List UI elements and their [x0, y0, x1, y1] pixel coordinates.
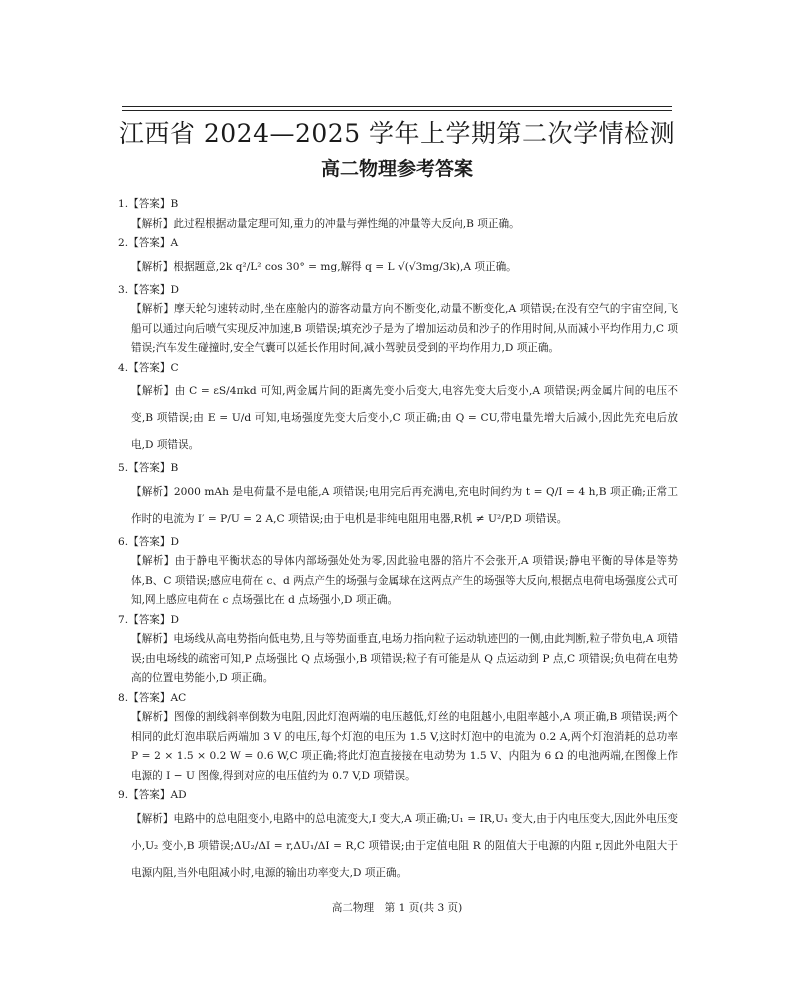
answer-line: 3.【答案】D: [118, 283, 179, 296]
explanation-text: 【解析】根据题意,2k q²/L² cos 30° = mg,解得 q = L √(√3mg/3k),A 项正确。: [131, 260, 517, 273]
answer-line: 9.【答案】AD: [118, 789, 187, 801]
question-item-7: [118, 611, 678, 689]
explanation-text: 【解析】此过程根据动量定理可知,重力的冲量与弹性绳的冲量等大反向,B 项正确。: [131, 217, 520, 230]
question-item-4: [118, 359, 678, 460]
question-item-9: [118, 786, 678, 887]
answer-line: 1.【答案】B: [118, 198, 179, 210]
question-item-5: [118, 459, 678, 533]
question-item-2: [118, 234, 678, 281]
answer-line: 5.【答案】B: [118, 462, 179, 474]
explanation-text: 【解析】由 C = εS/4πkd 可知,两金属片间的距离先变小后变大,电容先变大后变小,A 项错误;两金属片间的电压不变,B 项错误;由 E = U/d 可知,电场强度先变大后变小,C 项正确;由 Q = CU,带电量先增大后减小,因此先充电后放电,D 项错误。: [131, 385, 678, 451]
question-item-8: [118, 689, 678, 787]
explanation-text: 【解析】摩天轮匀速转动时,坐在座舱内的游客动量方向不断变化,动量不断变化,A 项错误;在没有空气的宇宙空间,飞船可以通过向后喷气实现反冲加速,B 项错误;填充沙子是为了增加运动员和沙子的作用时间,从而减小平均作用力,C 项错误;汽车发生碰撞时,安全气囊可以延长作用时间,减小驾驶员受到的平均作用力,D 项正确。: [131, 303, 678, 354]
explanation-text: 【解析】2000 mAh 是电荷量不是电能,A 项错误;电用完后再充满电,充电时间约为 t = Q/I = 4 h,B 项正确;正常工作时的电流为 I′ = P/U = 2 A,C 项错误;由于电机是非纯电阻用电器,R机 ≠ U²/P,D 项错误。: [131, 485, 678, 525]
explanation-text: 【解析】由于静电平衡状态的导体内部场强处处为零,因此验电器的箔片不会张开,A 项错误;静电平衡的导体是等势体,B、C 项错误;感应电荷在 c、d 两点产生的场强与金属球在这两点产生的场强等大反向,根据点电荷电场强度公式可知,网上感应电荷在 c 点场强比在 d 点场强小,D 项正确。: [131, 555, 678, 606]
question-item-1: [118, 195, 678, 234]
answer-line: 4.【答案】C: [118, 361, 179, 374]
answer-line: 2.【答案】A: [118, 237, 179, 249]
explanation-text: 【解析】图像的割线斜率倒数为电阻,因此灯泡两端的电压越低,灯丝的电阻越小,电阻率越小,A 项正确,B 项错误;两个相同的此灯泡串联后两端加 3 V 的电压,每个灯泡的电压为 1.5 V,这时灯泡中的电流为 0.2 A,两个灯泡消耗的总功率 P = 2 × 1.5 × 0.2 W = 0.6 W,C 项正确;将此灯泡直接接在电动势为 1.5 V、内阻为 6 Ω 的电池两端,在图像上作电源的 I − U 图像,得到对应的电压值约为 0.7 V,D 项错误。: [131, 711, 678, 782]
answer-key-subtitle: 高二物理参考答案: [320, 158, 473, 180]
page-footer: 高二物理 第 1 页(共 3 页): [331, 902, 463, 914]
question-item-3: [118, 281, 678, 359]
exam-title: 江西省 2024—2025 学年上学期第二次学情检测: [118, 119, 676, 148]
answer-list: [118, 195, 678, 887]
answer-line: 8.【答案】AC: [118, 691, 187, 704]
question-item-6: [118, 533, 678, 611]
answer-line: 6.【答案】D: [118, 535, 179, 548]
answer-line: 7.【答案】D: [118, 613, 179, 626]
explanation-text: 【解析】电场线从高电势指向低电势,且与等势面垂直,电场力指向粒子运动轨迹凹的一侧,由此判断,粒子带负电,A 项错误;由电场线的疏密可知,P 点场强比 Q 点场强小,B 项错误;粒子有可能是从 Q 点运动到 P 点,C 项错误;负电荷在电势高的位置电势能小,D 项正确。: [131, 633, 678, 684]
header-rule-bottom: [122, 110, 672, 111]
header-rule-top: [122, 106, 672, 107]
explanation-text: 【解析】电路中的总电阻变小,电路中的总电流变大,I 变大,A 项正确;U₁ = IR,U₁ 变大,由于内电压变大,因此外电压变小,U₂ 变小,B 项错误;ΔU₂/ΔI = r,ΔU₁/ΔI = R,C 项错误;由于定值电阻 R 的阻值大于电源的内阻 r,因此外电阻大于电源内阻,当外电阻减小时,电源的输出功率变大,D 项正确。: [131, 812, 678, 879]
